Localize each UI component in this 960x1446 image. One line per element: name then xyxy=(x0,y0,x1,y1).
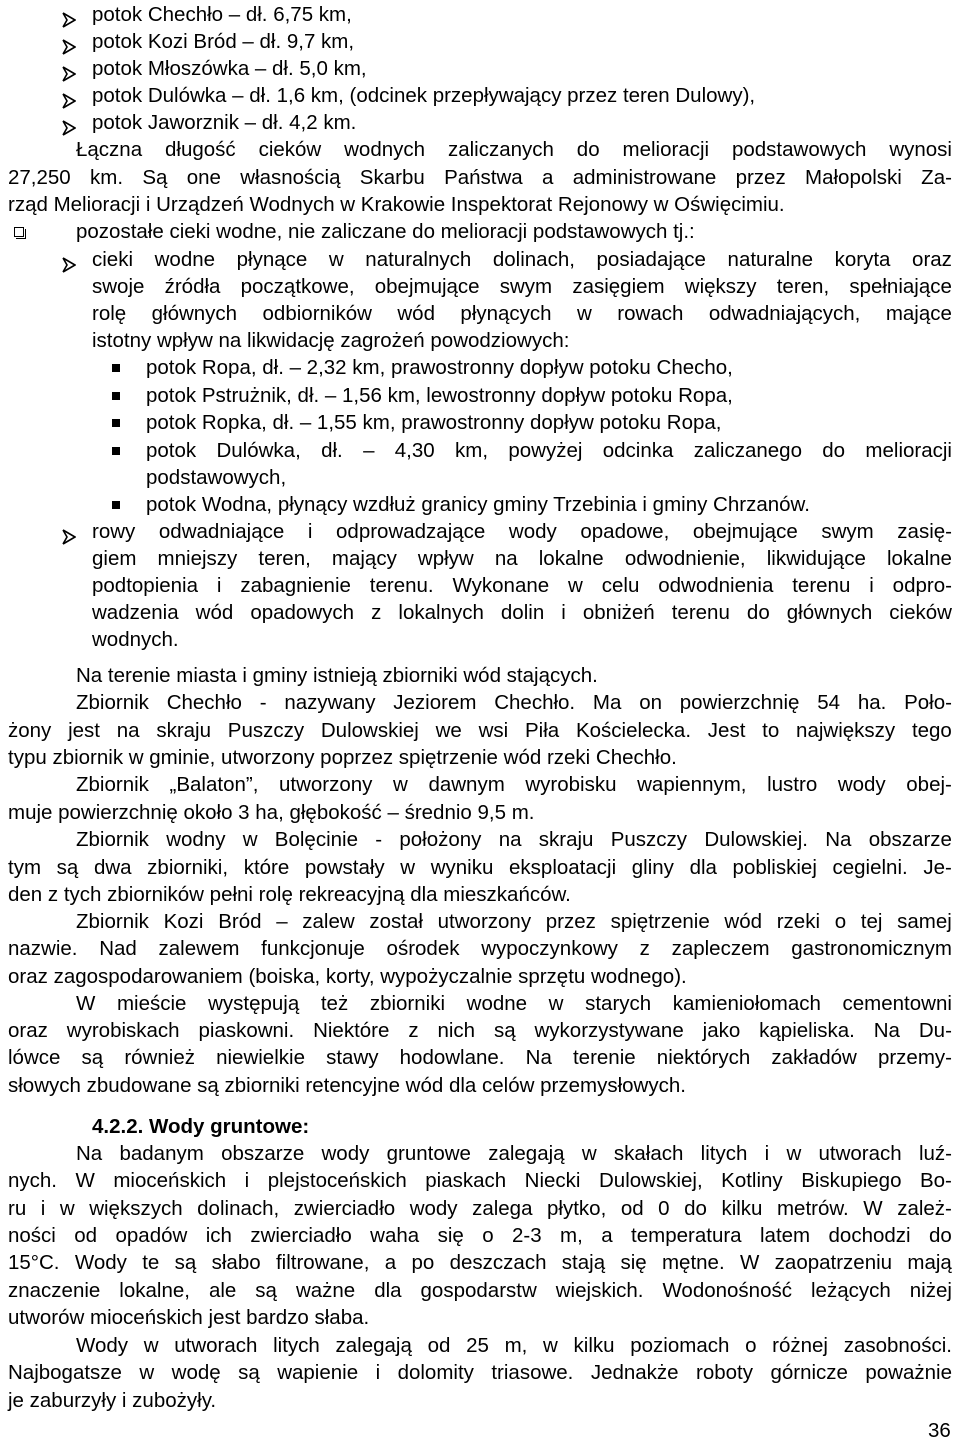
line-text: wadzenia wód opadowych z lokalnych dolin i obniżeń terenu do głównych cieków xyxy=(92,601,952,624)
square-bullet-icon xyxy=(112,447,120,455)
line-text: cieki wodne płynące w naturalnych dolinach, posiadające naturalne koryta oraz xyxy=(92,248,952,271)
line-text: je zaburzyły i zubożyły. xyxy=(8,1389,217,1412)
line-text: den z tych zbiorników pełni rolę rekreacyjną dla mieszkańców. xyxy=(8,883,571,906)
line-text: podtopienia i zabagnienie terenu. Wykonane w celu odwodnienia terenu i odpro- xyxy=(92,574,952,597)
line-text: ru i w większych dolinach, zwierciadło wody zalega płytko, od 0 do kilku metrów. W zależ- xyxy=(8,1197,952,1220)
line-text: ności od opadów ich zwierciadło waha się o 2-3 m, a temperatura latem dochodzi do xyxy=(8,1224,952,1247)
reservoir-line xyxy=(0,743,960,773)
line-text: podstawowych, xyxy=(146,466,287,489)
reservoir-line xyxy=(0,934,960,964)
reservoir-line xyxy=(0,962,960,992)
line-text: potok Kozi Bród – dł. 9,7 km, xyxy=(92,30,355,53)
reservoir-line xyxy=(0,989,960,1019)
top-list-item xyxy=(0,108,960,138)
reservoir-line xyxy=(0,661,960,691)
line-text: Na terenie miasta i gminy istnieją zbiorniki wód stających. xyxy=(76,664,598,687)
line-text: wodnych. xyxy=(92,628,179,651)
groundwater-line xyxy=(0,1221,960,1251)
stream-item xyxy=(0,408,960,438)
arrow-bullet-icon xyxy=(62,34,76,50)
line-text: oraz zagospodarowaniem (boiska, korty, wypożyczalnie sprzętu wodnego). xyxy=(8,965,687,988)
line-text: 15°C. Wody te są słabo filtrowane, a po deszczach stają się mętne. W zaopatrzeniu mają xyxy=(8,1251,952,1274)
reservoir-line xyxy=(0,798,960,828)
line-text: słowych zbudowane są zbiorniki retencyjne wód dla celów przemysłowych. xyxy=(8,1074,686,1097)
line-text: żony jest na skraju Puszczy Dulowskiej we wsi Piła Kościelecka. Jest to największy tego xyxy=(8,719,952,742)
top-list-item xyxy=(0,54,960,84)
top-list-item xyxy=(0,81,960,111)
line-text: potok Pstrużnik, dł. – 1,56 km, lewostronny dopływ potoku Ropa, xyxy=(146,384,733,407)
line-text: rząd Melioracji i Urządzeń Wodnych w Krakowie Inspektorat Rejonowy w Oświęcimiu. xyxy=(8,193,785,216)
arrow-bullet-icon xyxy=(62,88,76,104)
line-text: Zbiornik „Balaton”, utworzony w dawnym wyrobisku wapiennym, lustro wody obej- xyxy=(76,773,952,796)
reservoir-line xyxy=(0,907,960,937)
stream-item xyxy=(0,353,960,383)
line-text: typu zbiornik w gminie, utworzony poprzez spiętrzenie wód rzeki Chechło. xyxy=(8,746,677,769)
summary-line xyxy=(0,190,960,220)
groundwater-line xyxy=(0,1358,960,1388)
line-text: swoje źródła początkowe, obejmujące swym zasięgiem większy teren, spełniające xyxy=(92,275,952,298)
square-bullet-icon xyxy=(112,501,120,509)
rowy-line xyxy=(0,625,960,655)
rowy-line xyxy=(0,598,960,628)
line-text: nych. W mioceńskich i plejstoceńskich piaskach Niecki Dulowskiej, Kotliny Biskupiego Bo- xyxy=(8,1169,952,1192)
line-text: potok Dulówka, dł. – 4,30 km, powyżej odcinka zaliczanego do melioracji xyxy=(146,439,952,462)
cieki-line xyxy=(0,245,960,275)
line-text: rolę głównych odbiorników wód płynących w rowach odwadniających, mające xyxy=(92,302,952,325)
line-text: utworów mioceńskich jest bardzo słaba. xyxy=(8,1306,370,1329)
line-text: znaczenie lokalne, ale są ważne dla gospodarstw wiejskich. Wodonośność leżących niżej xyxy=(8,1279,952,1302)
reservoir-line xyxy=(0,1016,960,1046)
line-text: Zbiornik Kozi Bród – zalew został utworzony przez spiętrzenie wód rzeki o tej samej xyxy=(76,910,952,933)
reservoir-line xyxy=(0,688,960,718)
square-bullet-icon xyxy=(112,392,120,400)
line-text: Najbogatsze w wodę są wapienie i dolomity triasowe. Jednakże roboty górnicze poważnie xyxy=(8,1361,952,1384)
line-text: Zbiornik wodny w Bolęcinie - położony na skraju Puszczy Dulowskiej. Na obszarze xyxy=(76,828,952,851)
top-list-item xyxy=(0,0,960,30)
line-text: potok Ropa, dł. – 2,32 km, prawostronny dopływ potoku Checho, xyxy=(146,356,733,379)
stream-item xyxy=(0,463,960,493)
line-text: rowy odwadniające i odprowadzające wody opadowe, obejmujące swym zasię- xyxy=(92,520,952,543)
line-text: pozostałe cieki wodne, nie zaliczane do melioracji podstawowych tj.: xyxy=(76,220,695,243)
line-text: 27,250 km. Są one własnością Skarbu Państwa a administrowane przez Małopolski Za- xyxy=(8,166,952,189)
section-heading xyxy=(0,1112,960,1142)
reservoir-line xyxy=(0,770,960,800)
groundwater-line xyxy=(0,1139,960,1169)
reservoir-line xyxy=(0,880,960,910)
rowy-line xyxy=(0,544,960,574)
line-text: Zbiornik Chechło - nazywany Jeziorem Chechło. Ma on powierzchnię 54 ha. Poło- xyxy=(76,691,952,714)
arrow-bullet-icon xyxy=(62,61,76,77)
line-text: muje powierzchnię około 3 ha, głębokość – średnio 9,5 m. xyxy=(8,801,535,824)
reservoir-line xyxy=(0,1043,960,1073)
stream-item xyxy=(0,436,960,466)
line-text: potok Chechło – dł. 6,75 km, xyxy=(92,3,352,26)
reservoir-line xyxy=(0,825,960,855)
line-text: potok Jaworznik – dł. 4,2 km. xyxy=(92,111,357,134)
line-text: Łączna długość cieków wodnych zaliczanych do melioracji podstawowych wynosi xyxy=(76,138,952,161)
stream-item xyxy=(0,381,960,411)
arrow-bullet-icon xyxy=(62,524,76,540)
line-text: tym są dwa zbiorniki, które powstały w wyniku eksploatacji gliny dla pobliskiej cegielni. Je- xyxy=(8,856,952,879)
arrow-bullet-icon xyxy=(62,115,76,131)
groundwater-line xyxy=(0,1194,960,1224)
square-bullet-icon xyxy=(112,419,120,427)
groundwater-line xyxy=(0,1303,960,1333)
line-text: Wody w utworach litych zalegają od 25 m, w kilku poziomach o różnej zasobności. xyxy=(76,1334,952,1357)
cieki-line xyxy=(0,272,960,302)
reservoir-line xyxy=(0,716,960,746)
line-text: oraz wyrobiskach piaskowni. Niektóre z nich są wykorzystywane jako kąpieliska. Na Du- xyxy=(8,1019,952,1042)
line-text: potok Ropka, dł. – 1,55 km, prawostronny dopływ potoku Ropa, xyxy=(146,411,722,434)
line-text: potok Dulówka – dł. 1,6 km, (odcinek przepływający przez teren Dulowy), xyxy=(92,84,756,107)
checkbox-bullet-icon xyxy=(14,227,24,237)
groundwater-line xyxy=(0,1276,960,1306)
line-text: giem mniejszy teren, mający wpływ na lokalne odwodnienie, likwidujące lokalne xyxy=(92,547,952,570)
line-text: W mieście występują też zbiorniki wodne w starych kamieniołomach cementowni xyxy=(76,992,952,1015)
groundwater-line xyxy=(0,1166,960,1196)
groundwater-line xyxy=(0,1386,960,1416)
top-list-item xyxy=(0,27,960,57)
square-bullet-icon xyxy=(112,364,120,372)
summary-line xyxy=(0,163,960,193)
summary-line xyxy=(0,135,960,165)
groundwater-line xyxy=(0,1331,960,1361)
page-number: 36 xyxy=(928,1419,951,1442)
line-text: lówce są również niewielkie stawy hodowlane. Na terenie niektórych zakładów przemy- xyxy=(8,1046,952,1069)
stream-item xyxy=(0,490,960,520)
rowy-line xyxy=(0,571,960,601)
line-text: istotny wpływ na likwidację zagrożeń powodziowych: xyxy=(92,329,570,352)
line-text: Na badanym obszarze wody gruntowe zalegają w skałach litych i w utworach luź- xyxy=(76,1142,952,1165)
line-text: potok Młoszówka – dł. 5,0 km, xyxy=(92,57,367,80)
rowy-line xyxy=(0,517,960,547)
cieki-line xyxy=(0,326,960,356)
line-text: potok Wodna, płynący wzdłuż granicy gminy Trzebinia i gminy Chrzanów. xyxy=(146,493,810,516)
other-watercourses-heading xyxy=(0,217,960,247)
reservoir-line xyxy=(0,853,960,883)
cieki-line xyxy=(0,299,960,329)
arrow-bullet-icon xyxy=(62,7,76,23)
line-text: nazwie. Nad zalewem funkcjonuje ośrodek wypoczynkowy z zapleczem gastronomicznym xyxy=(8,937,952,960)
line-text: 4.2.2. Wody gruntowe: xyxy=(92,1115,310,1138)
arrow-bullet-icon xyxy=(62,252,76,268)
groundwater-line xyxy=(0,1248,960,1278)
reservoir-line xyxy=(0,1071,960,1101)
